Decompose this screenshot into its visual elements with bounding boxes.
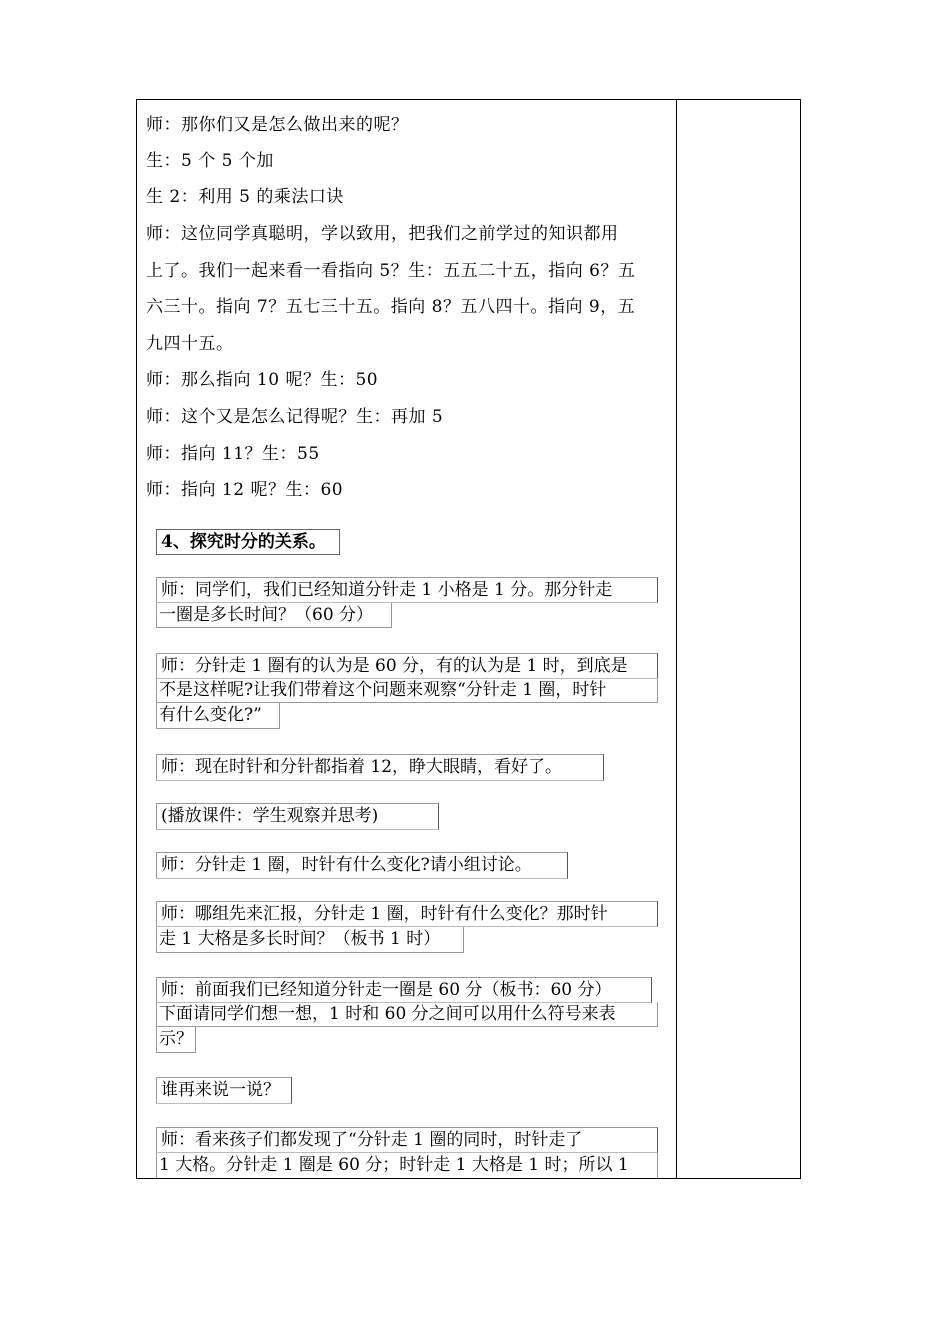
text-box-line: 一圈是多长时间？（60 分） [156,603,392,628]
text-box-line: 1 大格。分针走 1 圈是 60 分；时针走 1 大格是 1 时；所以 1 [156,1153,658,1178]
text-box-line: 师：分针走 1 圈有的认为是 60 分，有的认为是 1 时，到底是 [156,653,658,679]
section-heading: 4、探究时分的关系。 [156,529,340,555]
text-box-line: 师：哪组先来汇报，分针走 1 圈，时针有什么变化？那时针 [156,901,658,927]
dialogue-line: 九四十五。 [146,334,234,354]
text-box-line: 下面请同学们想一想，1 时和 60 分之间可以用什么符号来表 [156,1002,658,1027]
text-box-line: 师：前面我们已经知道分针走一圈是 60 分（板书：60 分） [156,977,652,1003]
text-box-line: 师：看来孩子们都发现了“分针走 1 圈的同时，时针走了 [156,1127,658,1153]
column-divider [676,100,677,1178]
text-box-line: 有什么变化?” [156,703,280,729]
dialogue-line: 六三十。指向 7？五七三十五。指向 8？五八四十。指向 9，五 [146,297,636,317]
text-box-line: 师：现在时针和分针都指着 12，睁大眼睛，看好了。 [156,754,604,781]
lesson-table [136,99,801,1179]
text-box-line: 师：分针走 1 圈，时针有什么变化?请小组讨论。 [156,852,568,879]
text-box-line: 不是这样呢?让我们带着这个问题来观察“分针走 1 圈，时针 [156,678,658,703]
dialogue-line: 师：指向 11？生：55 [146,444,320,464]
text-box-line: 走 1 大格是多长时间？（板书 1 时） [156,927,464,953]
dialogue-line: 上了。我们一起来看一看指向 5？生：五五二十五，指向 6？五 [146,261,636,281]
text-box-line: (播放课件：学生观察并思考) [156,803,439,830]
lesson-content-column [137,100,676,1178]
dialogue-line: 生 2：利用 5 的乘法口诀 [146,187,344,207]
dialogue-line: 生：5 个 5 个加 [146,151,274,171]
dialogue-line: 师：这个又是怎么记得呢？生：再加 5 [146,407,444,427]
text-box-line: 师：同学们，我们已经知道分针走 1 小格是 1 分。那分针走 [156,577,658,603]
dialogue-line: 师：这位同学真聪明，学以致用，把我们之前学过的知识都用 [146,224,619,244]
text-box-line: 谁再来说一说？ [156,1077,292,1104]
text-box-line: 示？ [156,1027,196,1053]
dialogue-line: 师：那么指向 10 呢？生：50 [146,370,379,390]
dialogue-line: 师：指向 12 呢？生：60 [146,480,344,500]
dialogue-line: 师：那你们又是怎么做出来的呢？ [146,115,409,135]
